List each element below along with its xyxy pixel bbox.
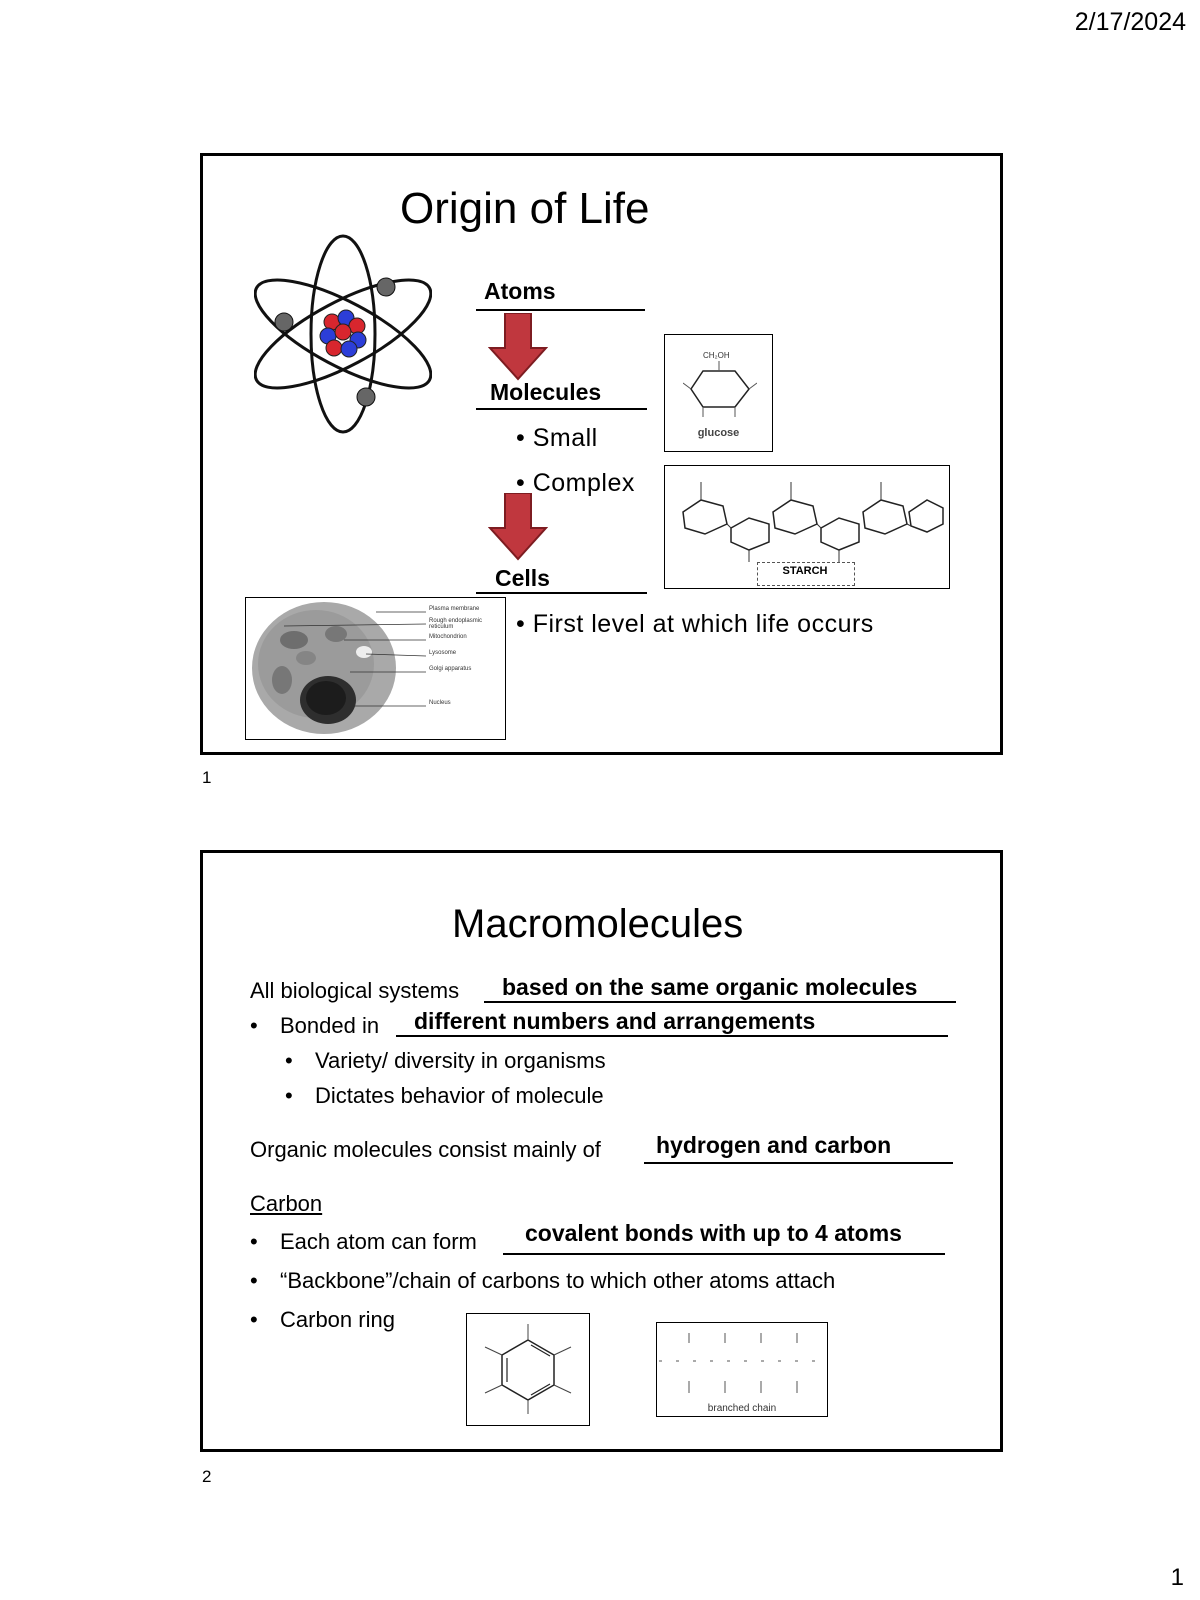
molecule-bullet-complex: • Complex [516, 469, 635, 498]
page-date: 2/17/2024 [1074, 8, 1186, 36]
cells-underline [476, 592, 647, 594]
branched-chain-figure [656, 1322, 828, 1417]
benzene-ring-icon [467, 1314, 589, 1425]
bullet-bonded-in: • Bonded in [280, 1013, 379, 1039]
bullet-each-atom: • Each atom can form [280, 1229, 477, 1255]
cell-micrograph-figure [245, 597, 506, 740]
bullet-carbon-ring: • Carbon ring [280, 1307, 395, 1333]
slide-2-title: Macromolecules [452, 902, 744, 946]
down-arrow-icon [488, 493, 548, 561]
blank-underline [396, 1035, 948, 1037]
sub-bullet-dictates: • Dictates behavior of molecule [315, 1083, 604, 1109]
sub-bullet-variety: • Variety/ diversity in organisms [315, 1048, 606, 1074]
cell-label: Golgi apparatus [429, 666, 472, 672]
molecule-bullet-small: • Small [516, 424, 598, 453]
carbon-ring-figure [466, 1313, 590, 1426]
cells-bullet: • First level at which life occurs [516, 610, 874, 639]
answer-covalent-bonds: covalent bonds with up to 4 atoms [525, 1220, 902, 1246]
cell-label: Plasma membrane [429, 606, 480, 612]
carbon-heading: Carbon [250, 1191, 323, 1216]
cells-label: Cells [495, 565, 550, 591]
line-biological-systems: All biological systems [250, 978, 460, 1003]
answer-numbers-arrangements: different numbers and arrangements [414, 1008, 816, 1034]
down-arrow-icon [488, 313, 548, 381]
branched-chain-icon [657, 1323, 827, 1401]
page-number: 1 [1170, 1564, 1184, 1591]
cell-label: Rough endoplasmic reticulum [429, 618, 483, 630]
glucose-figure [664, 334, 773, 452]
chain-caption: branched chain [707, 1403, 777, 1414]
atom-icon [254, 234, 432, 434]
slide-1-number: 1 [202, 768, 212, 787]
cell-label: Lysosome [429, 650, 457, 656]
glucose-ring-icon [683, 361, 757, 417]
molecules-label: Molecules [490, 379, 602, 405]
cell-label: Mitochondrion [429, 634, 467, 640]
blank-underline [484, 1001, 956, 1003]
answer-hydrogen-carbon: hydrogen and carbon [656, 1132, 892, 1158]
glucose-caption: glucose [697, 427, 740, 439]
molecules-underline [476, 408, 647, 410]
starch-chain-icon [671, 472, 945, 564]
slide-2-number: 2 [202, 1467, 212, 1486]
slide-1-title: Origin of Life [400, 184, 650, 233]
bullet-backbone: • “Backbone”/chain of carbons to which other atoms attach [280, 1268, 835, 1294]
blank-underline [644, 1162, 953, 1164]
cell-label: Nucleus [429, 700, 451, 706]
line-organic-molecules: Organic molecules consist mainly of [250, 1137, 601, 1162]
starch-figure [664, 465, 950, 589]
atoms-underline [476, 309, 645, 311]
answer-same-organic-molecules: based on the same organic molecules [502, 974, 918, 1000]
starch-caption: STARCH [782, 565, 828, 577]
blank-underline [503, 1253, 945, 1255]
glucose-ch2oh-label: CH₂OH [703, 351, 730, 360]
atoms-label: Atoms [484, 278, 556, 304]
